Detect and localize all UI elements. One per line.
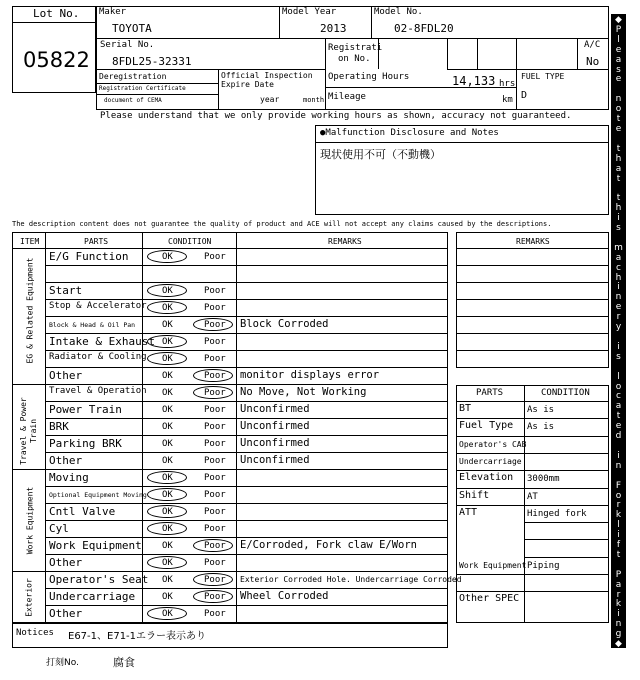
row-part: Travel & Operation — [49, 386, 147, 396]
poor-option: Poor — [204, 558, 226, 568]
poor-option: Poor — [204, 405, 226, 415]
poor-option: Poor — [204, 609, 226, 619]
operating-hours-label: Operating Hours — [328, 72, 410, 82]
ok-option: OK — [162, 337, 173, 347]
sidebar-char: n — [615, 292, 622, 303]
section-exterior-label: Exterior — [24, 578, 34, 617]
spec-part: BT — [459, 403, 472, 414]
sidebar-char: ◆ — [615, 15, 622, 25]
poor-option: Poor — [204, 456, 226, 466]
row-remark: Unconfirmed — [240, 403, 310, 415]
poor-option: Poor — [204, 286, 226, 296]
ok-option: OK — [162, 320, 173, 330]
sidebar-char: s — [616, 223, 621, 234]
section-travel-label: Travel & Power Train — [19, 397, 38, 465]
km-label: km — [502, 95, 513, 105]
ok-option: OK — [162, 507, 173, 517]
ok-selected-circle — [147, 522, 187, 535]
row-part: Operator's Seat — [49, 573, 149, 586]
spec-value: Hinged fork — [527, 508, 587, 519]
sidebar-char: c — [616, 391, 621, 402]
notices-text: E67-1、E71-1エラー表示あり — [68, 631, 207, 642]
operating-hours-value: 14,133 — [452, 74, 496, 88]
serial-label: Serial No. — [100, 40, 155, 50]
sidebar-char: t — [616, 193, 621, 204]
poor-option: Poor — [204, 303, 226, 313]
mileage-label: Mileage — [328, 92, 366, 102]
sidebar-char: g — [615, 629, 622, 640]
spec-condition-header: CONDITION — [541, 388, 590, 398]
row-part: Undercarriage — [49, 590, 136, 603]
row-remark: Exterior Corroded Hole. Undercarriage Corroded — [240, 575, 462, 584]
right-remarks-header: REMARKS — [516, 237, 550, 246]
notices-label: Notices — [16, 628, 54, 638]
sidebar-notice — [611, 14, 626, 648]
ok-selected-circle — [147, 471, 187, 484]
row-part: Parking BRK — [49, 437, 122, 450]
row-remark: E/Corroded, Fork claw E/Worn — [240, 539, 418, 551]
sidebar-char: a — [615, 401, 622, 412]
maker-label: Maker — [99, 7, 127, 17]
sidebar-char: o — [615, 381, 622, 392]
sidebar-char: r — [616, 589, 621, 600]
sidebar-char: m — [614, 242, 623, 253]
ok-option: OK — [162, 303, 173, 313]
header-item: ITEM — [20, 237, 40, 246]
ac-label: A/C — [584, 40, 601, 50]
model-year-label: Model Year — [282, 7, 337, 17]
sidebar-char: s — [616, 64, 621, 75]
disclaimer: The description content does not guarantee the quality of product and ACE will not accept any claims caused by the descriptions. — [12, 220, 552, 228]
poor-selected-circle — [193, 539, 233, 552]
row-remark: No Move, Not Working — [240, 386, 367, 398]
sidebar-char: P — [615, 569, 622, 580]
row-part: Cntl Valve — [49, 505, 116, 518]
row-part: Other — [49, 607, 83, 620]
sidebar-char: i — [617, 282, 620, 293]
model-year-value: 2013 — [320, 22, 347, 35]
sidebar-char: f — [616, 540, 621, 551]
poor-option: Poor — [204, 541, 226, 551]
row-part: Other — [49, 454, 83, 467]
sidebar-char: i — [617, 213, 620, 224]
ok-option: OK — [162, 371, 173, 381]
spec-part: Work Equipment — [459, 560, 527, 570]
ok-option: OK — [162, 575, 173, 585]
spec-part: Elevation — [459, 472, 514, 484]
poor-option: Poor — [204, 575, 226, 585]
inspection-label-2: Expire Date — [221, 80, 274, 89]
sidebar-char: h — [615, 153, 622, 164]
year-label: year — [260, 95, 280, 104]
hrs-label: hrs — [499, 79, 516, 89]
poor-option: Poor — [204, 507, 226, 517]
ok-option: OK — [162, 524, 173, 534]
lot-number: 05822 — [23, 48, 90, 72]
month-label: month — [303, 96, 325, 104]
row-remark: monitor displays error — [240, 369, 380, 381]
lot-label: Lot No. — [33, 7, 80, 20]
sidebar-char: P — [615, 24, 622, 35]
sidebar-char: e — [615, 123, 622, 134]
ok-selected-circle — [147, 335, 187, 348]
row-part: Block & Head & Oil Pan — [49, 321, 136, 329]
sidebar-char: k — [615, 599, 622, 610]
sidebar-char: h — [615, 203, 622, 214]
right-remarks-table — [456, 232, 609, 368]
deregistration-label: Deregistration — [99, 72, 167, 81]
sidebar-char: i — [617, 341, 620, 352]
row-part: Optional Equipment Moving — [49, 491, 147, 499]
sidebar-char: r — [616, 500, 621, 511]
ok-option: OK — [162, 456, 173, 466]
model-no-value: 02-8FDL20 — [394, 22, 454, 35]
ok-selected-circle — [147, 250, 187, 263]
sidebar-char: n — [615, 619, 622, 630]
poor-option: Poor — [204, 439, 226, 449]
row-part: Cyl — [49, 522, 69, 535]
spec-part: Fuel Type — [459, 420, 514, 432]
poor-option: Poor — [204, 422, 226, 432]
registration-label-2: on No. — [338, 54, 371, 64]
inspection-label: Official Inspection — [221, 71, 313, 80]
sidebar-char: l — [617, 520, 620, 531]
registration-certificate-label: Registration Certificate — [99, 85, 186, 92]
poor-option: Poor — [204, 337, 226, 347]
poor-selected-circle — [193, 386, 233, 399]
poor-option: Poor — [204, 252, 226, 262]
malfunction-box — [315, 125, 609, 215]
row-part: Moving — [49, 471, 89, 484]
stamp-value: 腐食 — [113, 656, 135, 669]
row-part: Radiator & Cooling — [49, 352, 147, 362]
poor-option: Poor — [204, 354, 226, 364]
fuel-type-label: FUEL TYPE — [521, 72, 565, 81]
sidebar-char: e — [615, 421, 622, 432]
sidebar-char: i — [617, 450, 620, 461]
poor-selected-circle — [193, 369, 233, 382]
poor-selected-circle — [193, 573, 233, 586]
header-parts: PARTS — [84, 237, 109, 246]
sidebar-char: n — [615, 94, 622, 105]
ok-option: OK — [162, 541, 173, 551]
poor-option: Poor — [204, 320, 226, 330]
ok-option: OK — [162, 609, 173, 619]
sidebar-char: k — [615, 510, 622, 521]
spec-value: 3000mm — [527, 474, 560, 485]
spec-part: Other SPEC — [459, 593, 520, 605]
sidebar-char: t — [616, 114, 621, 125]
ok-option: OK — [162, 354, 173, 364]
poor-option: Poor — [204, 490, 226, 500]
poor-selected-circle — [193, 318, 233, 331]
ok-option: OK — [162, 405, 173, 415]
poor-option: Poor — [204, 388, 226, 398]
row-part: Power Train — [49, 403, 122, 416]
sidebar-char: t — [616, 411, 621, 422]
malfunction-title: ●Malfunction Disclosure and Notes — [320, 128, 499, 138]
ok-selected-circle — [147, 301, 187, 314]
row-part: Stop & Accelerator — [49, 301, 147, 311]
ok-selected-circle — [147, 488, 187, 501]
maker-value: TOYOTA — [112, 22, 152, 35]
ok-selected-circle — [147, 352, 187, 365]
sidebar-char: t — [616, 549, 621, 560]
ok-option: OK — [162, 286, 173, 296]
registration-label: Registrati — [328, 43, 383, 53]
spec-part: Shift — [459, 489, 490, 501]
poor-option: Poor — [204, 371, 226, 381]
section-work-label: Work Equipment — [25, 486, 35, 555]
ok-selected-circle — [147, 556, 187, 569]
row-remark: Wheel Corroded — [240, 590, 329, 602]
ok-selected-circle — [147, 607, 187, 620]
hours-notice: Please understand that we only provide working hours as shown, accuracy not guaranteed. — [100, 111, 572, 121]
row-part: Other — [49, 369, 83, 382]
poor-option: Poor — [204, 473, 226, 483]
ok-option: OK — [162, 490, 173, 500]
sidebar-char: t — [616, 143, 621, 154]
spec-part: Undercarriage — [459, 456, 522, 466]
poor-selected-circle — [193, 590, 233, 603]
sidebar-char: y — [615, 322, 622, 333]
malfunction-text: 現状使用不可（不動機） — [320, 148, 441, 161]
spec-value: As is — [527, 422, 555, 433]
row-part: Work Equipment — [49, 539, 142, 552]
ac-value: No — [586, 55, 600, 68]
row-remark: Unconfirmed — [240, 420, 310, 432]
spec-part: ATT — [459, 506, 478, 518]
row-remark: Unconfirmed — [240, 454, 310, 466]
poor-option: Poor — [204, 524, 226, 534]
ok-option: OK — [162, 422, 173, 432]
row-part: Other — [49, 556, 83, 569]
row-part: E/G Function — [49, 250, 129, 263]
sidebar-char: a — [615, 163, 622, 174]
sidebar-char: r — [616, 312, 621, 323]
sidebar-char: a — [615, 54, 622, 65]
ok-option: OK — [162, 439, 173, 449]
fuel-type-value: D — [521, 90, 528, 101]
ok-selected-circle — [147, 505, 187, 518]
ok-option: OK — [162, 473, 173, 483]
sidebar-char: e — [615, 44, 622, 55]
sidebar-char: l — [617, 371, 620, 382]
ok-option: OK — [162, 592, 173, 602]
serial-value: 8FDL25-32331 — [112, 55, 192, 68]
ok-option: OK — [162, 252, 173, 262]
sidebar-char: n — [615, 460, 622, 471]
sidebar-char: a — [615, 579, 622, 590]
row-remark: Unconfirmed — [240, 437, 310, 449]
row-part: Start — [49, 284, 83, 297]
sidebar-char: a — [615, 252, 622, 263]
sidebar-char: e — [615, 302, 622, 313]
ok-selected-circle — [147, 284, 187, 297]
spec-value: As is — [527, 405, 555, 415]
sidebar-char: t — [616, 173, 621, 184]
sidebar-char: ◆ — [615, 639, 622, 650]
spec-part: Operator's CAB — [459, 439, 527, 449]
sidebar-char: F — [615, 480, 622, 491]
sidebar-char: o — [615, 104, 622, 115]
sidebar-char: i — [617, 530, 620, 541]
model-no-label: Model No. — [374, 7, 423, 17]
row-part: Intake & Exhaust — [49, 335, 155, 348]
stamp-label: 打刻No. — [46, 658, 79, 668]
sidebar-char: e — [615, 74, 622, 85]
cema-label: document of CEMA — [104, 97, 162, 104]
ok-option: OK — [162, 558, 173, 568]
sidebar-char: d — [615, 431, 622, 442]
sidebar-char: i — [617, 609, 620, 620]
row-part: BRK — [49, 420, 69, 433]
spec-parts-header: PARTS — [476, 388, 504, 398]
spec-value: Piping — [527, 560, 560, 571]
sidebar-char: c — [616, 262, 621, 273]
spec-value: AT — [527, 491, 538, 502]
ok-option: OK — [162, 388, 173, 398]
sidebar-char: h — [615, 272, 622, 283]
poor-option: Poor — [204, 592, 226, 602]
header-remarks: REMARKS — [328, 237, 362, 246]
sidebar-char: o — [615, 490, 622, 501]
header-condition: CONDITION — [168, 237, 212, 246]
section-eg-label: EG & Related Equipment — [25, 257, 35, 364]
sidebar-char: s — [616, 351, 621, 362]
sidebar-char: l — [617, 34, 620, 45]
row-remark: Block Corroded — [240, 318, 329, 330]
